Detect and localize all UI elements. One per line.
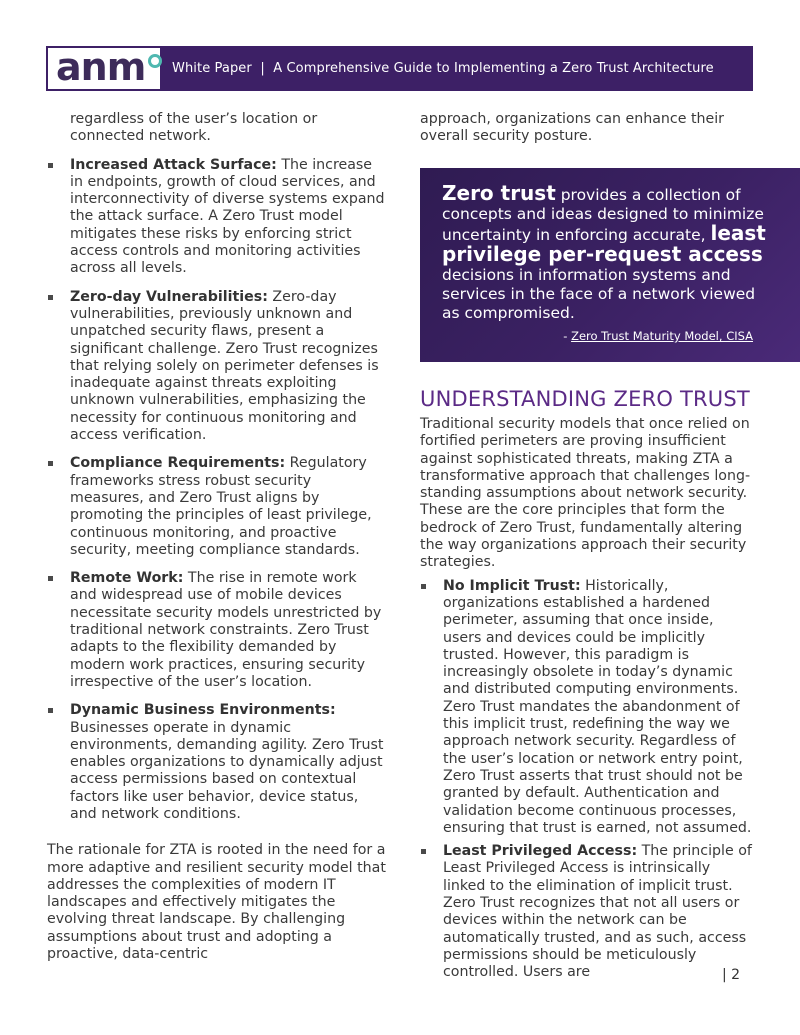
list-item	[420, 843, 754, 981]
quote-emphasis: Zero trust	[442, 181, 556, 205]
bullet-text: The principle of Least Privileged Access is intrinsically linked to the elimination of implicit trust. Zero Trust recognizes that not all users or devices within the network can be automatically trusted, and as such, access permissions should be meticulously controlled. Users are	[443, 843, 752, 981]
quote-source-prefix: -	[563, 329, 572, 343]
bullet-term: Remote Work:	[70, 570, 184, 587]
bullet-text: The increase in endpoints, growth of cloud services, and interconnectivity of diverse systems expand the attack surface. A Zero Trust model mitigates these risks by enforcing strict access controls and monitoring activities across all levels.	[70, 156, 385, 277]
list-item	[420, 578, 754, 837]
bullet-term: Dynamic Business Environments:	[70, 702, 336, 719]
list-item	[47, 455, 387, 559]
bullet-term: Zero-day Vulnerabilities:	[70, 288, 268, 305]
page-header	[46, 46, 753, 91]
list-item	[47, 570, 387, 691]
quote-source	[563, 329, 753, 343]
right-column-body	[420, 416, 754, 982]
quote-emphasis: least privilege per-request access	[442, 221, 766, 266]
bullet-term: Increased Attack Surface:	[70, 156, 277, 173]
bullet-text: Historically, organizations established a hardened perimeter, assuming that once inside, users and devices could be implicitly trusted. However, this paradigm is increasingly obsolete in today’s dynamic and distributed computing environments. Zero Trust mandates the abandonment of this implicit trust, redefining the way we approach network security. Regardless of the user’s location or network entry point, Zero Trust asserts that trust should not be granted by default. Authentication and validation become continuous processes, ensuring that trust is earned, not assumed.	[443, 577, 752, 836]
quote-source-link[interactable]: Zero Trust Maturity Model, CISA	[571, 329, 753, 343]
intro-paragraph: Traditional security models that once relied on fortified perimeters are proving insufficient against sophisticated threats, making ZTA a transformative approach that challenges long-standing assumptions about network security. These are the core principles that form the bedrock of Zero Trust, fundamentally altering the way organizations approach their security strategies.	[420, 416, 751, 571]
right-column-top	[420, 111, 760, 146]
rationale-paragraph: The rationale for ZTA is rooted in the need for a more adaptive and resilient security model that addresses the complexities of modern IT landscapes and effectively mitigates the evolving threat landscape. By challenging assumptions about trust and adopting a proactive, data-centric	[47, 842, 386, 963]
logo-text: anm	[56, 44, 146, 89]
principles-list	[420, 578, 754, 982]
bullet-text: The rise in remote work and widespread use of mobile devices necessitate security models unrestricted by traditional network constraints. Zero Trust adapts to the flexibility demanded by modern work practices, ensuring security irrespective of the user’s location.	[70, 570, 382, 690]
challenges-list	[47, 157, 387, 824]
bullet-term: Least Privileged Access:	[443, 843, 638, 860]
continuation-text: regardless of the user’s location or connected network.	[70, 111, 318, 145]
list-item	[47, 157, 387, 278]
list-item	[47, 702, 387, 823]
quote-body: provides a collection of concepts and ideas designed to minimize uncertainty in enforcing accurate,	[442, 186, 764, 244]
logo-dot-icon	[148, 54, 162, 68]
quote-body: decisions in information systems and services in the face of a network viewed as compromised.	[442, 266, 756, 322]
page-number: | 2	[722, 967, 741, 983]
pull-quote	[420, 168, 800, 362]
continuation-text: approach, organizations can enhance their overall security posture.	[420, 111, 725, 145]
bullet-text: Businesses operate in dynamic environments, demanding agility. Zero Trust enables organizations to dynamically adjust access permissions based on contextual factors like user behavior, device status, and network conditions.	[70, 719, 384, 822]
bullet-text: Zero-day vulnerabilities, previously unknown and unpatched security flaws, present a significant challenge. Zero Trust recognizes that relying solely on perimeter defenses is inadequate against threats exploiting unknown vulnerabilities, emphasizing the necessity for continuous monitoring and access verification.	[70, 288, 379, 444]
left-column	[47, 111, 387, 963]
section-heading: UNDERSTANDING ZERO TRUST	[420, 387, 750, 411]
quote-text	[442, 181, 772, 323]
company-logo	[48, 44, 160, 89]
header-title: White Paper | A Comprehensive Guide to Implementing a Zero Trust Architecture	[172, 61, 714, 76]
bullet-term: No Implicit Trust:	[443, 577, 581, 594]
bullet-term: Compliance Requirements:	[70, 455, 286, 472]
bullet-text: Regulatory frameworks stress robust security measures, and Zero Trust aligns by promoting the principles of least privilege, continuous monitoring, and proactive security, meeting compliance standards.	[70, 455, 372, 558]
list-item	[47, 289, 387, 445]
